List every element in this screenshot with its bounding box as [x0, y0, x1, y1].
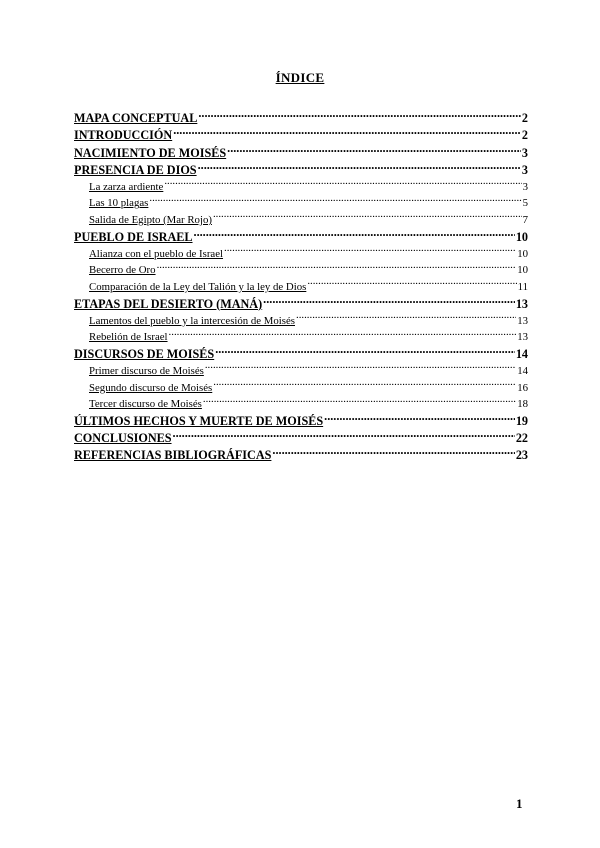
toc-entry-link[interactable]: Comparación de la Ley del Talión y la ley de Dios [89, 280, 307, 293]
toc-entry-link[interactable]: PUEBLO DE ISRAEL [74, 229, 193, 244]
toc-subsection-entry[interactable] [74, 313, 528, 330]
toc-entry-link[interactable]: Segundo discurso de Moisés [89, 381, 213, 394]
toc-entry-link[interactable]: Salida de Egipto (Mar Rojo) [89, 213, 212, 226]
toc-entry-link[interactable]: Lamentos del pueblo y la intercesión de Moisés [89, 314, 295, 327]
toc-section-entry[interactable] [74, 144, 528, 161]
toc-dot-leader [296, 313, 516, 324]
toc-dot-leader [173, 127, 521, 139]
toc-section-entry[interactable] [74, 296, 528, 313]
toc-page-number: 14 [515, 347, 528, 362]
toc-dot-leader [198, 110, 521, 122]
toc-page-number: 14 [517, 365, 528, 378]
toc-page-number: 11 [517, 280, 528, 293]
toc-subsection-entry[interactable] [74, 396, 528, 413]
toc-section-entry[interactable] [74, 430, 528, 447]
toc-entry-link[interactable]: Tercer discurso de Moisés [89, 398, 202, 411]
toc-dot-leader [272, 447, 514, 459]
toc-subsection-entry[interactable] [74, 195, 528, 212]
toc-subsection-entry[interactable] [74, 212, 528, 229]
toc-page-number: 2 [521, 128, 528, 143]
toc-entry-link[interactable]: Primer discurso de Moisés [89, 365, 204, 378]
toc-page-number: 13 [517, 314, 528, 327]
toc-dot-leader [213, 212, 522, 223]
toc-dot-leader [215, 346, 515, 358]
toc-entry-link[interactable]: ÚLTIMOS HECHOS Y MUERTE DE MOISÉS [74, 414, 324, 429]
toc-page-number: 10 [517, 247, 528, 260]
toc-page-number: 7 [522, 213, 528, 226]
toc-subsection-entry[interactable] [74, 279, 528, 296]
toc-page-number: 10 [517, 264, 528, 277]
toc-dot-leader [224, 246, 516, 257]
toc-page-number: 13 [515, 296, 528, 311]
toc-section-entry[interactable] [74, 346, 528, 363]
toc-dot-leader [164, 179, 521, 190]
page-number: 1 [516, 796, 523, 811]
toc-entry-link[interactable]: La zarza ardiente [89, 180, 164, 193]
toc-dot-leader [203, 396, 516, 407]
toc-page-number: 10 [515, 229, 528, 244]
toc-entry-link[interactable]: Becerro de Oro [89, 264, 156, 277]
toc-entry-link[interactable]: Alianza con el pueblo de Israel [89, 247, 224, 260]
toc-entry-link[interactable]: DISCURSOS DE MOISÉS [74, 347, 215, 362]
toc-page-number: 3 [521, 162, 528, 177]
toc-page-number: 16 [517, 381, 528, 394]
toc-dot-leader [324, 413, 515, 425]
toc-dot-leader [205, 363, 516, 374]
toc-page-number: 19 [515, 414, 528, 429]
toc-entry-link[interactable]: NACIMIENTO DE MOISÉS [74, 145, 227, 160]
toc-dot-leader [263, 296, 515, 308]
toc-section-entry[interactable] [74, 127, 528, 144]
toc-section-entry[interactable] [74, 229, 528, 246]
toc-dot-leader [169, 329, 517, 340]
toc-entry-link[interactable]: Las 10 plagas [89, 197, 149, 210]
toc-page-number: 18 [517, 398, 528, 411]
toc-page-number: 2 [521, 111, 528, 126]
toc-section-entry[interactable] [74, 110, 528, 127]
toc-dot-leader [227, 144, 521, 156]
toc-dot-leader [194, 229, 515, 241]
toc-entry-link[interactable]: INTRODUCCIÓN [74, 128, 173, 143]
toc-page-number: 5 [522, 197, 528, 210]
toc-dot-leader [149, 196, 521, 207]
toc-section-entry[interactable] [74, 162, 528, 179]
toc-subsection-entry[interactable] [74, 246, 528, 263]
toc-subsection-entry[interactable] [74, 380, 528, 397]
toc-entry-link[interactable]: MAPA CONCEPTUAL [74, 111, 198, 126]
toc-entry-link[interactable]: Rebelión de Israel [89, 331, 168, 344]
toc-dot-leader [157, 263, 517, 274]
toc-section-entry[interactable] [74, 447, 528, 464]
toc-page-number: 22 [515, 431, 528, 446]
toc-page-number: 23 [515, 448, 528, 463]
toc-subsection-entry[interactable] [74, 262, 528, 279]
toc-entry-link[interactable]: PRESENCIA DE DIOS [74, 162, 197, 177]
toc-entry-link[interactable]: REFERENCIAS BIBLIOGRÁFICAS [74, 448, 272, 463]
toc-page-number: 13 [517, 331, 528, 344]
toc-subsection-entry[interactable] [74, 329, 528, 346]
page-title: ÍNDICE [275, 70, 325, 85]
toc-entry-link[interactable]: ETAPAS DEL DESIERTO (MANÁ) [74, 296, 263, 311]
toc-section-entry[interactable] [74, 413, 528, 430]
toc-page-number: 3 [521, 145, 528, 160]
toc-dot-leader [173, 430, 515, 442]
toc-page-number: 3 [522, 180, 528, 193]
table-of-contents [74, 110, 528, 464]
toc-subsection-entry[interactable] [74, 179, 528, 196]
toc-dot-leader [198, 162, 521, 174]
toc-dot-leader [213, 380, 516, 391]
toc-dot-leader [307, 279, 516, 290]
toc-subsection-entry[interactable] [74, 363, 528, 380]
toc-entry-link[interactable]: CONCLUSIONES [74, 431, 172, 446]
